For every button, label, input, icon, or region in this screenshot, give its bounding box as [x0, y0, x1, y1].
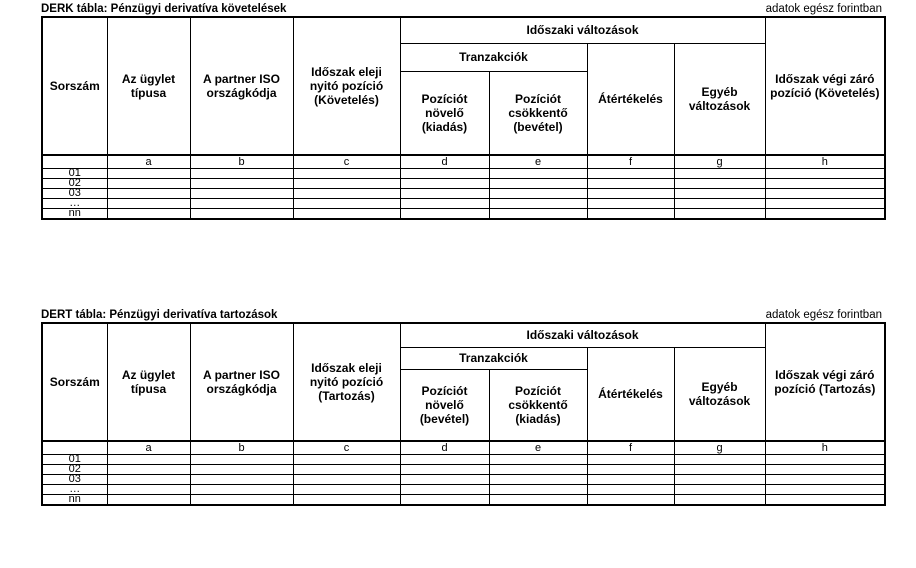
cell[interactable]	[293, 465, 400, 475]
table-row	[42, 179, 885, 189]
cell[interactable]	[400, 169, 489, 179]
derk-letter-f: f	[587, 155, 674, 169]
cell[interactable]	[107, 209, 190, 220]
cell[interactable]	[765, 189, 885, 199]
cell[interactable]	[765, 455, 885, 465]
cell[interactable]	[489, 169, 587, 179]
derk-letter-d: d	[400, 155, 489, 169]
cell[interactable]	[765, 199, 885, 209]
derk-title-bar	[41, 2, 884, 16]
cell[interactable]	[765, 495, 885, 506]
cell[interactable]	[765, 179, 885, 189]
cell[interactable]	[107, 475, 190, 485]
derk-header-sorszam: Sorszám	[42, 17, 107, 155]
table-row	[42, 199, 885, 209]
derk-letter-b: b	[190, 155, 293, 169]
derk-header-nyito-pozicio: Időszak eleji nyitó pozíció (Követelés)	[293, 17, 400, 155]
cell[interactable]	[400, 179, 489, 189]
dert-letter-d: d	[400, 441, 489, 455]
dert-letter-g: g	[674, 441, 765, 455]
derk-unit-note: adatok egész forintban	[765, 3, 882, 15]
dert-header-zaro-pozicio: Időszak végi záró pozíció (Tartozás)	[765, 323, 885, 441]
cell[interactable]	[293, 495, 400, 506]
dert-letter-b: b	[190, 441, 293, 455]
cell[interactable]	[400, 209, 489, 220]
derk-letter-h: h	[765, 155, 885, 169]
cell[interactable]	[489, 199, 587, 209]
derk-header-atertekeles: Átértékelés	[587, 43, 674, 155]
dert-header-atertekeles: Átértékelés	[587, 347, 674, 441]
derk-header-ugylet-tipusa: Az ügylet típusa	[107, 17, 190, 155]
cell[interactable]	[293, 179, 400, 189]
cell[interactable]	[587, 485, 674, 495]
cell[interactable]	[489, 455, 587, 465]
table-row	[42, 189, 885, 199]
cell[interactable]	[107, 179, 190, 189]
cell[interactable]	[489, 485, 587, 495]
cell[interactable]	[293, 169, 400, 179]
cell[interactable]	[400, 485, 489, 495]
cell[interactable]	[190, 189, 293, 199]
cell[interactable]	[587, 189, 674, 199]
derk-header-tranzakciok: Tranzakciók	[400, 43, 587, 71]
row-number: 02	[42, 465, 107, 475]
dert-header-tranzakciok: Tranzakciók	[400, 347, 587, 369]
cell[interactable]	[489, 465, 587, 475]
dert-table-title: DERT tábla: Pénzügyi derivatíva tartozások	[41, 309, 278, 321]
cell[interactable]	[293, 209, 400, 220]
cell[interactable]	[765, 209, 885, 220]
cell[interactable]	[674, 485, 765, 495]
cell[interactable]	[400, 199, 489, 209]
cell[interactable]	[190, 475, 293, 485]
cell[interactable]	[293, 485, 400, 495]
cell[interactable]	[587, 179, 674, 189]
dert-letter-e: e	[489, 441, 587, 455]
cell[interactable]	[587, 455, 674, 465]
dert-header-egyeb-valtozasok: Egyéb változások	[674, 347, 765, 441]
derk-table-title: DERK tábla: Pénzügyi derivatíva követelések	[41, 3, 287, 15]
cell[interactable]	[107, 495, 190, 506]
dert-header-pozicio-novelo: Pozíciót növelő (bevétel)	[400, 369, 489, 441]
row-number: 03	[42, 189, 107, 199]
cell[interactable]	[400, 475, 489, 485]
cell[interactable]	[190, 465, 293, 475]
cell[interactable]	[674, 475, 765, 485]
dert-table	[41, 322, 886, 506]
cell[interactable]	[107, 169, 190, 179]
row-number: nn	[42, 495, 107, 506]
cell[interactable]	[293, 475, 400, 485]
dert-letter-a: a	[107, 441, 190, 455]
cell[interactable]	[587, 475, 674, 485]
cell[interactable]	[674, 209, 765, 220]
derk-header-egyeb-valtozasok: Egyéb változások	[674, 43, 765, 155]
cell[interactable]	[674, 179, 765, 189]
derk-table-block	[41, 2, 884, 220]
cell[interactable]	[674, 465, 765, 475]
cell[interactable]	[400, 455, 489, 465]
derk-header-idoszaki-valtozasok: Időszaki változások	[400, 17, 765, 43]
dert-unit-note: adatok egész forintban	[765, 309, 882, 321]
table-row	[42, 465, 885, 475]
table-row	[42, 209, 885, 220]
cell[interactable]	[293, 199, 400, 209]
cell[interactable]	[489, 475, 587, 485]
cell[interactable]	[765, 485, 885, 495]
table-row	[42, 455, 885, 465]
dert-header-sorszam: Sorszám	[42, 323, 107, 441]
cell[interactable]	[674, 495, 765, 506]
cell[interactable]	[674, 455, 765, 465]
cell[interactable]	[190, 495, 293, 506]
table-row	[42, 485, 885, 495]
derk-header-partner-iso: A partner ISO országkódja	[190, 17, 293, 155]
cell[interactable]	[190, 455, 293, 465]
table-row	[42, 495, 885, 506]
dert-letter-f: f	[587, 441, 674, 455]
cell[interactable]	[190, 169, 293, 179]
cell[interactable]	[107, 189, 190, 199]
cell[interactable]	[293, 455, 400, 465]
cell[interactable]	[587, 495, 674, 506]
derk-table	[41, 16, 886, 220]
derk-header-pozicio-csokkento: Pozíciót csökkentő (bevétel)	[489, 71, 587, 155]
cell[interactable]	[400, 465, 489, 475]
table-row	[42, 169, 885, 179]
cell[interactable]	[765, 475, 885, 485]
dert-header-pozicio-csokkento: Pozíciót csökkentő (kiadás)	[489, 369, 587, 441]
cell[interactable]	[674, 189, 765, 199]
table-row	[42, 475, 885, 485]
cell[interactable]	[190, 199, 293, 209]
cell[interactable]	[765, 169, 885, 179]
derk-letter-g: g	[674, 155, 765, 169]
cell[interactable]	[587, 199, 674, 209]
row-number: 01	[42, 455, 107, 465]
dert-table-block	[41, 308, 884, 506]
cell[interactable]	[190, 179, 293, 189]
dert-letter-h: h	[765, 441, 885, 455]
cell[interactable]	[293, 189, 400, 199]
cell[interactable]	[107, 199, 190, 209]
cell[interactable]	[674, 199, 765, 209]
dert-header-ugylet-tipusa: Az ügylet típusa	[107, 323, 190, 441]
derk-letter-e: e	[489, 155, 587, 169]
cell[interactable]	[400, 189, 489, 199]
cell[interactable]	[765, 465, 885, 475]
cell[interactable]	[587, 209, 674, 220]
dert-header-idoszaki-valtozasok: Időszaki változások	[400, 323, 765, 347]
cell[interactable]	[587, 465, 674, 475]
row-number: …	[42, 485, 107, 495]
cell[interactable]	[190, 209, 293, 220]
cell[interactable]	[190, 485, 293, 495]
row-number: 03	[42, 475, 107, 485]
row-number: …	[42, 199, 107, 209]
cell[interactable]	[489, 189, 587, 199]
cell[interactable]	[400, 495, 489, 506]
cell[interactable]	[489, 495, 587, 506]
row-number: 02	[42, 179, 107, 189]
cell[interactable]	[107, 485, 190, 495]
dert-title-bar	[41, 308, 884, 322]
dert-header-partner-iso: A partner ISO országkódja	[190, 323, 293, 441]
cell[interactable]	[489, 179, 587, 189]
dert-header-nyito-pozicio: Időszak eleji nyitó pozíció (Tartozás)	[293, 323, 400, 441]
dert-letter-c: c	[293, 441, 400, 455]
cell[interactable]	[587, 169, 674, 179]
row-number: 01	[42, 169, 107, 179]
cell[interactable]	[489, 209, 587, 220]
derk-header-zaro-pozicio: Időszak végi záró pozíció (Követelés)	[765, 17, 885, 155]
derk-letter-c: c	[293, 155, 400, 169]
cell[interactable]	[107, 455, 190, 465]
cell[interactable]	[674, 169, 765, 179]
derk-header-pozicio-novelo: Pozíciót növelő (kiadás)	[400, 71, 489, 155]
row-number: nn	[42, 209, 107, 220]
cell[interactable]	[107, 465, 190, 475]
derk-letter-a: a	[107, 155, 190, 169]
